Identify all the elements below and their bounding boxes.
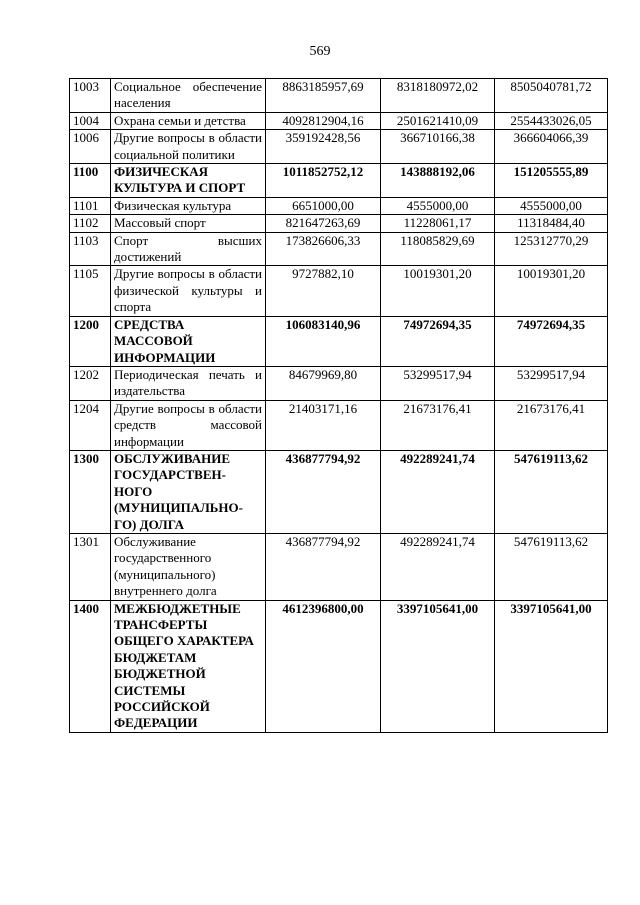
value-year-3: 21673176,41 <box>495 400 608 450</box>
value-year-1: 4092812904,16 <box>266 112 381 129</box>
section-code: 1003 <box>70 79 111 113</box>
section-name: СРЕДСТВА МАССОВОЙ ИНФОРМАЦИИ <box>111 316 266 366</box>
value-year-1: 6651000,00 <box>266 197 381 214</box>
value-year-1: 9727882,10 <box>266 266 381 316</box>
value-year-3: 4555000,00 <box>495 197 608 214</box>
value-year-1: 436877794,92 <box>266 533 381 600</box>
table-row <box>70 130 608 164</box>
value-year-1: 436877794,92 <box>266 450 381 533</box>
section-code: 1301 <box>70 533 111 600</box>
value-year-1: 1011852752,12 <box>266 164 381 198</box>
table-row <box>70 316 608 366</box>
value-year-1: 21403171,16 <box>266 400 381 450</box>
value-year-3: 366604066,39 <box>495 130 608 164</box>
section-name: ОБСЛУЖИВАНИЕ ГОСУДАРСТВЕН-НОГО (МУНИЦИПАЛЬНО-ГО) ДОЛГА <box>111 450 266 533</box>
section-name: Охрана семьи и детства <box>111 112 266 129</box>
value-year-1: 106083140,96 <box>266 316 381 366</box>
section-name: ФИЗИЧЕСКАЯ КУЛЬТУРА И СПОРТ <box>111 164 266 198</box>
value-year-1: 173826606,33 <box>266 232 381 266</box>
section-code: 1105 <box>70 266 111 316</box>
table-row <box>70 533 608 600</box>
value-year-3: 11318484,40 <box>495 215 608 232</box>
table-row <box>70 164 608 198</box>
budget-table-body <box>70 79 608 733</box>
table-row <box>70 112 608 129</box>
value-year-2: 492289241,74 <box>381 533 495 600</box>
table-row <box>70 266 608 316</box>
value-year-1: 84679969,80 <box>266 366 381 400</box>
section-code: 1204 <box>70 400 111 450</box>
section-code: 1200 <box>70 316 111 366</box>
value-year-2: 11228061,17 <box>381 215 495 232</box>
section-name: Другие вопросы в области средств массовой информации <box>111 400 266 450</box>
section-code: 1103 <box>70 232 111 266</box>
section-code: 1004 <box>70 112 111 129</box>
value-year-2: 2501621410,09 <box>381 112 495 129</box>
value-year-1: 821647263,69 <box>266 215 381 232</box>
table-row <box>70 366 608 400</box>
value-year-3: 53299517,94 <box>495 366 608 400</box>
value-year-2: 74972694,35 <box>381 316 495 366</box>
section-code: 1100 <box>70 164 111 198</box>
page-number: 569 <box>309 44 331 59</box>
table-row <box>70 215 608 232</box>
value-year-1: 359192428,56 <box>266 130 381 164</box>
section-code: 1101 <box>70 197 111 214</box>
section-code: 1400 <box>70 600 111 732</box>
value-year-3: 151205555,89 <box>495 164 608 198</box>
section-name: Физическая культура <box>111 197 266 214</box>
value-year-2: 3397105641,00 <box>381 600 495 732</box>
value-year-2: 53299517,94 <box>381 366 495 400</box>
table-row <box>70 400 608 450</box>
value-year-1: 8863185957,69 <box>266 79 381 113</box>
section-name: Обслуживание государственного (муниципального) внутреннего долга <box>111 533 266 600</box>
value-year-3: 125312770,29 <box>495 232 608 266</box>
value-year-3: 10019301,20 <box>495 266 608 316</box>
value-year-2: 10019301,20 <box>381 266 495 316</box>
section-code: 1006 <box>70 130 111 164</box>
value-year-1: 4612396800,00 <box>266 600 381 732</box>
value-year-2: 492289241,74 <box>381 450 495 533</box>
section-name: Другие вопросы в области социальной политики <box>111 130 266 164</box>
value-year-2: 4555000,00 <box>381 197 495 214</box>
section-name: Другие вопросы в области физической культуры и спорта <box>111 266 266 316</box>
table-row <box>70 232 608 266</box>
table-row <box>70 197 608 214</box>
value-year-3: 74972694,35 <box>495 316 608 366</box>
value-year-2: 366710166,38 <box>381 130 495 164</box>
table-row <box>70 79 608 113</box>
section-code: 1102 <box>70 215 111 232</box>
section-code: 1202 <box>70 366 111 400</box>
value-year-3: 3397105641,00 <box>495 600 608 732</box>
value-year-3: 2554433026,05 <box>495 112 608 129</box>
section-name: Периодическая печать и издательства <box>111 366 266 400</box>
value-year-3: 547619113,62 <box>495 533 608 600</box>
value-year-3: 547619113,62 <box>495 450 608 533</box>
table-row <box>70 600 608 732</box>
table-row <box>70 450 608 533</box>
section-name: Массовый спорт <box>111 215 266 232</box>
section-name: Спорт высших достижений <box>111 232 266 266</box>
budget-table <box>69 78 608 733</box>
value-year-2: 118085829,69 <box>381 232 495 266</box>
section-name: МЕЖБЮДЖЕТНЫЕ ТРАНСФЕРТЫ ОБЩЕГО ХАРАКТЕРА БЮДЖЕТАМ БЮДЖЕТНОЙ СИСТЕМЫ РОССИЙСКОЙ ФЕДЕРАЦИИ <box>111 600 266 732</box>
value-year-2: 21673176,41 <box>381 400 495 450</box>
value-year-2: 8318180972,02 <box>381 79 495 113</box>
section-code: 1300 <box>70 450 111 533</box>
value-year-2: 143888192,06 <box>381 164 495 198</box>
section-name: Социальное обеспечение населения <box>111 79 266 113</box>
value-year-3: 8505040781,72 <box>495 79 608 113</box>
